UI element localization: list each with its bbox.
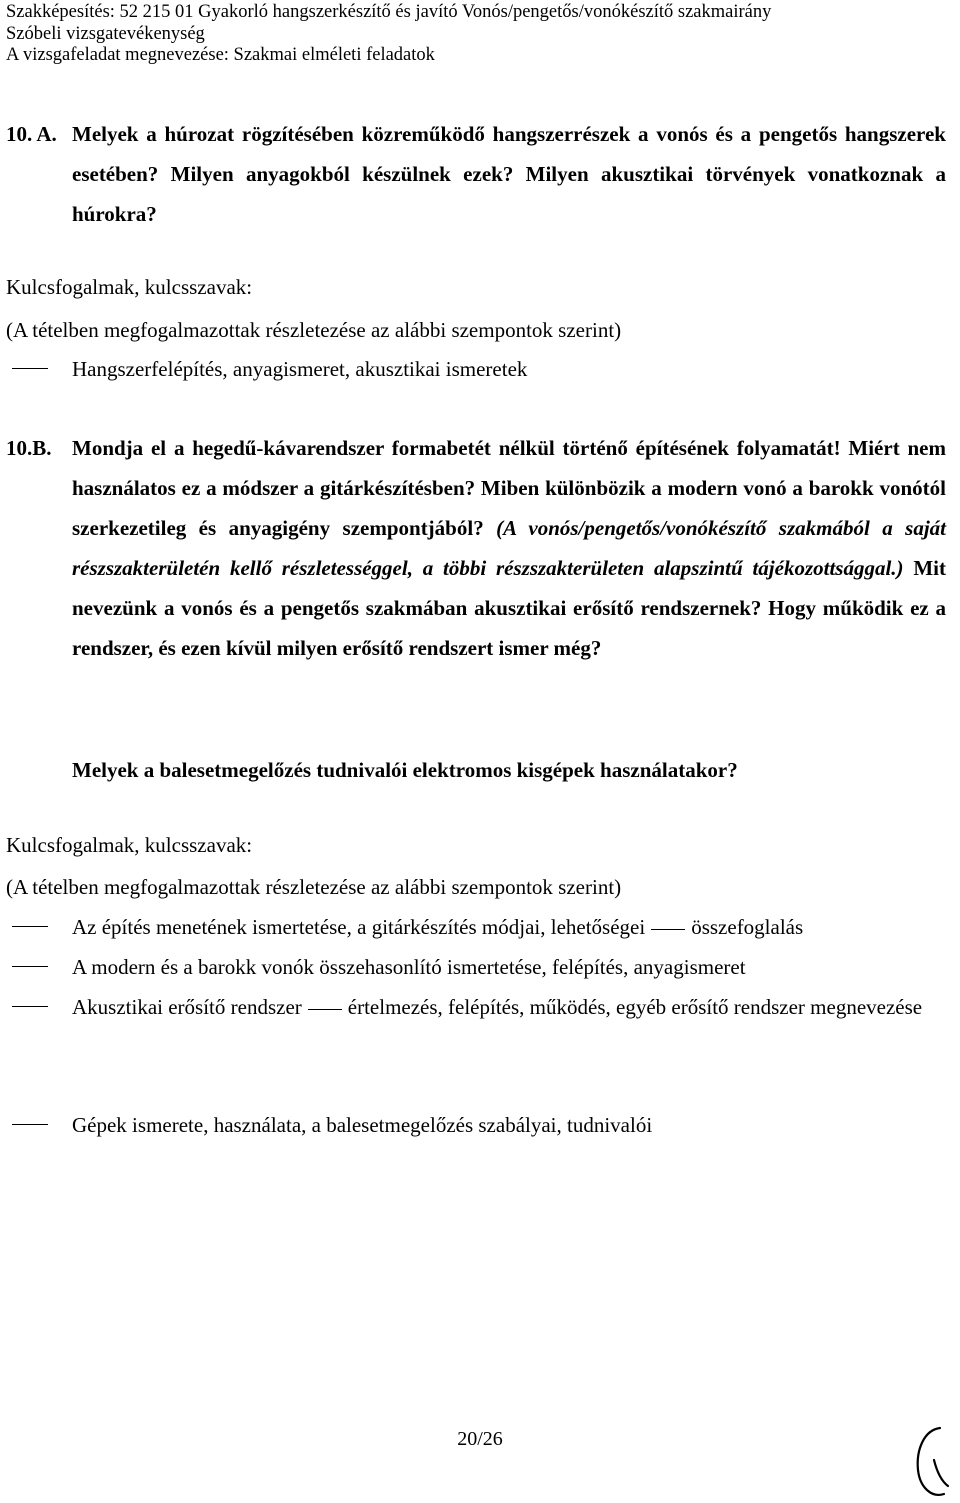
page-header: [6, 2, 771, 67]
keywords-b-item: Az építés menetének ismertetése, a gitárkészítés módjai, lehetőségei összefoglalás: [6, 907, 946, 947]
keywords-b-item: Akusztikai erősítő rendszer értelmezés, felépítés, működés, egyéb erősítő rendszer megnevezése: [6, 987, 946, 1027]
keywords-a-title: Kulcsfogalmak, kulcsszavak:: [6, 275, 253, 299]
question-a-number: 10. A.: [6, 122, 57, 146]
keywords-a-item: Hangszerfelépítés, anyagismeret, akusztikai ismeretek: [6, 349, 946, 389]
question-a: [6, 114, 946, 234]
header-task-name: A vizsgafeladat megnevezése: Szakmai elméleti feladatok: [6, 45, 435, 65]
header-qualification: Szakképesítés: 52 215 01 Gyakorló hangszerkészítő és javító Vonós/pengetős/vonókészítő szakmairány: [6, 2, 772, 22]
question-b-safety: Melyek a balesetmegelőzés tudnivalói elektromos kisgépek használatakor?: [72, 758, 738, 782]
bullet-dash: [12, 368, 48, 369]
keywords-b-title: Kulcsfogalmak, kulcsszavak:: [6, 833, 253, 857]
signature-mark: [910, 1420, 952, 1502]
bullet-dash: [12, 1006, 48, 1007]
page-number: 20/26: [457, 1428, 503, 1450]
bullet-dash: [12, 1124, 48, 1125]
question-b-text: Mondja el a hegedű-kávarendszer formabetét nélkül történő építésének folyamatát! Miért nem használatos ez a módszer a gitárkészítésben? Miben különbözik a modern vonó a barokk vonótól szerkezetileg és anyagigény szempontjából? (A vonós/pengetős/vonókészítő szakmából a saját részszakterületén kellő részletességgel, a többi részszakterületen alapszintű tájékozottsággal.) Mit nevezünk a vonós és a pengetős szakmában akusztikai erősítő rendszernek? Hogy működik ez a rendszer, és ezen kívül milyen erősítő rendszert ismer még?: [72, 436, 947, 660]
bullet-dash: [12, 966, 48, 967]
keywords-b-subtitle: (A tételben megfogalmazottak részletezése az alábbi szempontok szerint): [6, 875, 622, 899]
keywords-a-subtitle: (A tételben megfogalmazottak részletezése az alábbi szempontok szerint): [6, 318, 622, 342]
bullet-dash: [12, 926, 48, 927]
question-b: [6, 428, 946, 668]
header-exam-type: Szóbeli vizsgatevékenység: [6, 23, 205, 44]
question-b-note: (A vonós/pengetős/vonókészítő szakmából a saját részszakterületén kellő részletességgel, a többi részszakterületen alapszintű tájékozottsággal.): [72, 516, 947, 580]
question-a-text: Melyek a húrozat rögzítésében közreműködő hangszerrészek a vonós és a pengetős hangszerek esetében? Milyen anyagokból készülnek ezek? Milyen akusztikai törvények vonatkoznak a húrokra?: [72, 122, 946, 226]
keywords-b-item: Gépek ismerete, használata, a balesetmegelőzés szabályai, tudnivalói: [6, 1105, 946, 1145]
question-b-number: 10.B.: [6, 436, 52, 460]
keywords-b-item: A modern és a barokk vonók összehasonlító ismertetése, felépítés, anyagismeret: [6, 947, 946, 987]
